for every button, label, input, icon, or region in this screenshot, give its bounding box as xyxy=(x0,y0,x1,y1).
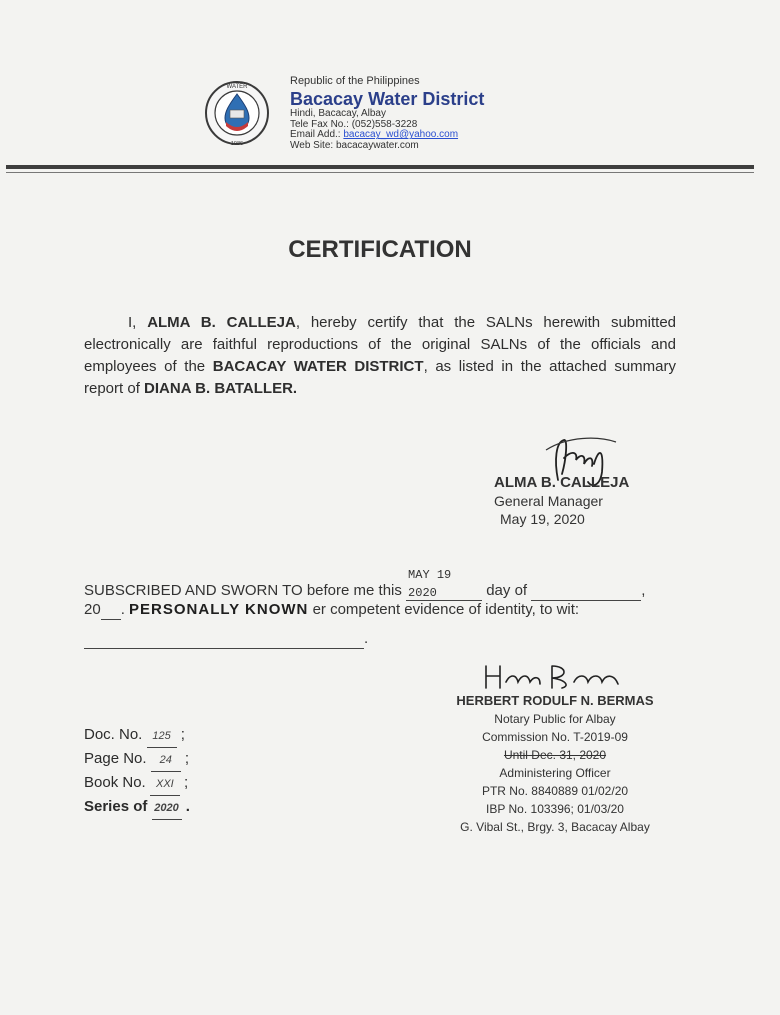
jurat-lead: SUBSCRIBED AND SWORN TO before me this xyxy=(84,582,402,599)
document-title: CERTIFICATION xyxy=(288,236,472,263)
identity-blank xyxy=(84,630,364,649)
year-prefix: 20 xyxy=(84,601,101,618)
org-address: Hindi, Bacacay, Albay xyxy=(290,108,386,120)
notary-block xyxy=(440,692,670,836)
letterhead xyxy=(290,76,484,151)
day-blank xyxy=(406,568,482,601)
notary-line-5: PTR No. 8840889 01/02/20 xyxy=(481,784,629,798)
doc-no-label: Doc. No. xyxy=(84,726,143,743)
email-link[interactable]: bacacay_wd@yahoo.com xyxy=(343,129,459,141)
doc-register: Doc. No. 125 ; Page No. 24 ; Book No. XXI ; Series of 2020 . xyxy=(84,724,190,820)
telefax: Tele Fax No.: (052)558-3228 xyxy=(290,118,418,130)
certifier-name: ALMA B. CALLEJA xyxy=(147,314,296,331)
day-of-label: day of xyxy=(486,582,528,599)
svg-text:WATER: WATER xyxy=(226,84,248,90)
header-divider-thick xyxy=(6,165,754,169)
jurat-tail: er competent evidence of identity, to wit: xyxy=(312,601,580,618)
certification-body: I, ALMA B. CALLEJA, hereby certify that the SALNs herewith submitted electronically are faithful reproductions of the original SALNs of the officials and employees of the BACACAY WATER DISTRICT, as listed in the attached summary report of DIANA B. BATALLER. xyxy=(84,314,677,397)
header-divider-thin xyxy=(6,172,754,173)
notary-line-2: Commission No. T-2019-09 xyxy=(482,730,628,744)
republic-label: Republic of the Philippines xyxy=(290,75,420,87)
website: Web Site: bacacaywater.com xyxy=(290,139,419,151)
notary-signature-icon xyxy=(478,660,628,694)
notary-line-1: Notary Public for Albay xyxy=(494,712,616,726)
subject-name: DIANA B. BATALLER. xyxy=(144,380,298,397)
book-no-value: XXI xyxy=(150,774,180,796)
notary-line-4: Administering Officer xyxy=(499,766,611,780)
org-name: Bacacay Water District xyxy=(290,88,485,109)
svg-text:1986: 1986 xyxy=(230,141,244,147)
signatory-date: May 19, 2020 xyxy=(500,511,585,527)
notary-line-6: IBP No. 103396; 01/03/20 xyxy=(486,802,624,816)
signatory-block xyxy=(494,474,629,528)
series-value: 2020 xyxy=(152,798,182,820)
district-name: BACACAY WATER DISTRICT xyxy=(212,358,424,375)
notary-line-7: G. Vibal St., Brgy. 3, Bacacay Albay xyxy=(460,820,650,834)
date-stamp: MAY 19 2020 xyxy=(408,568,452,600)
page-no-value: 24 xyxy=(151,750,181,772)
signatory-name: ALMA B. CALLEJA xyxy=(494,474,630,491)
personally-known-stamp: PERSONALLY KNOWN xyxy=(129,601,309,618)
jurat: SUBSCRIBED AND SWORN TO before me this MAY 19 2020 day of , 20 . PERSONALLY KNOWN er competent evidence of identity, to wit: . xyxy=(84,568,646,647)
signatory-position: General Manager xyxy=(494,493,603,509)
page-no-label: Page No. xyxy=(84,750,147,767)
district-seal-logo xyxy=(204,76,270,150)
notary-line-3: Until Dec. 31, 2020 xyxy=(503,748,607,762)
email-label: Email Add.: xyxy=(290,129,341,141)
notary-name: HERBERT RODULF N. BERMAS xyxy=(456,693,654,708)
book-no-label: Book No. xyxy=(84,774,146,791)
series-label: Series of xyxy=(84,798,148,815)
doc-no-value: 125 xyxy=(147,726,177,748)
month-blank xyxy=(531,582,641,601)
